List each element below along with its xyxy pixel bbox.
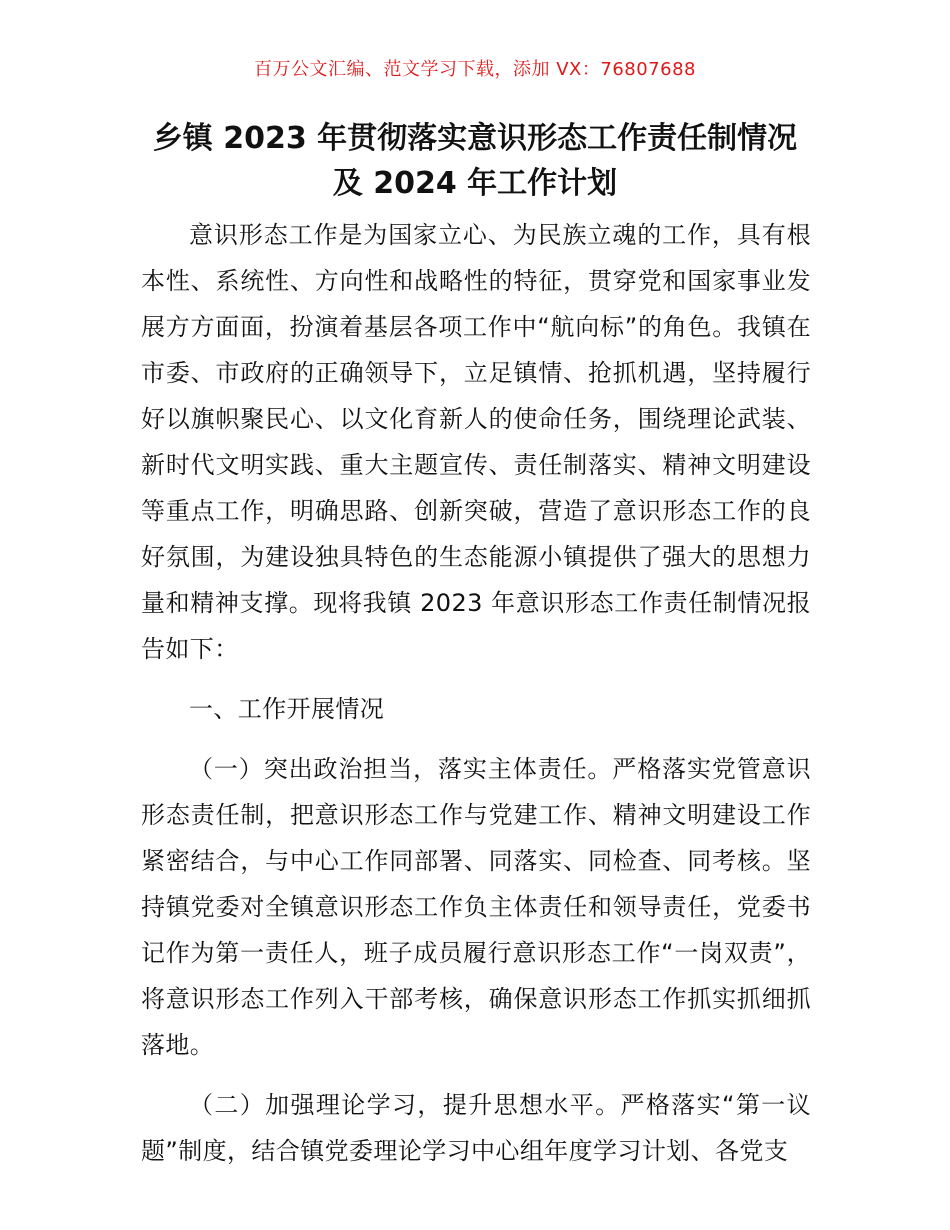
promo-banner: 百万公文汇编、范文学习下载，添加 VX：76807688 [254,59,696,80]
subsection-paragraph-2: （二）加强理论学习，提升思想水平。严格落实“第一议题”制度，结合镇党委理论学习中心组年度学习计划、各党支 [141,1091,811,1165]
title-line-1: 乡镇 2023 年贯彻落实意识形态工作责任制情况 [152,121,798,156]
intro-paragraph: 意识形态工作是为国家立心、为民族立魂的工作，具有根本性、系统性、方向性和战略性的特征，贯穿党和国家事业发展方方面面，扮演着基层各项工作中“航向标”的角色。我镇在市委、市政府的正确领导下，立足镇情、抢抓机遇，坚持履行好以旗帜聚民心、以文化育新人的使命任务，围绕理论武装、新时代文明实践、重大主题宣传、责任制落实、精神文明建设等重点工作，明确思路、创新突破，营造了意识形态工作的良好氛围，为建设独具特色的生态能源小镇提供了强大的思想力量和精神支撑。现将我镇 2023 年意识形态工作责任制情况报告如下： [141,221,811,663]
document-body [141,212,811,1174]
subsection-paragraph-1: （一）突出政治担当，落实主体责任。严格落实党管意识形态责任制，把意识形态工作与党建工作、精神文明建设工作紧密结合，与中心工作同部署、同落实、同检查、同考核。坚持镇党委对全镇意识形态工作负主体责任和领导责任，党委书记作为第一责任人，班子成员履行意识形态工作“一岗双责”，将意识形态工作列入干部考核，确保意识形态工作抓实抓细抓落地。 [141,755,811,1059]
section-heading-1: 一、工作开展情况 [189,695,385,723]
title-line-2: 及 2024 年工作计划 [332,166,618,201]
document-title [100,116,850,206]
